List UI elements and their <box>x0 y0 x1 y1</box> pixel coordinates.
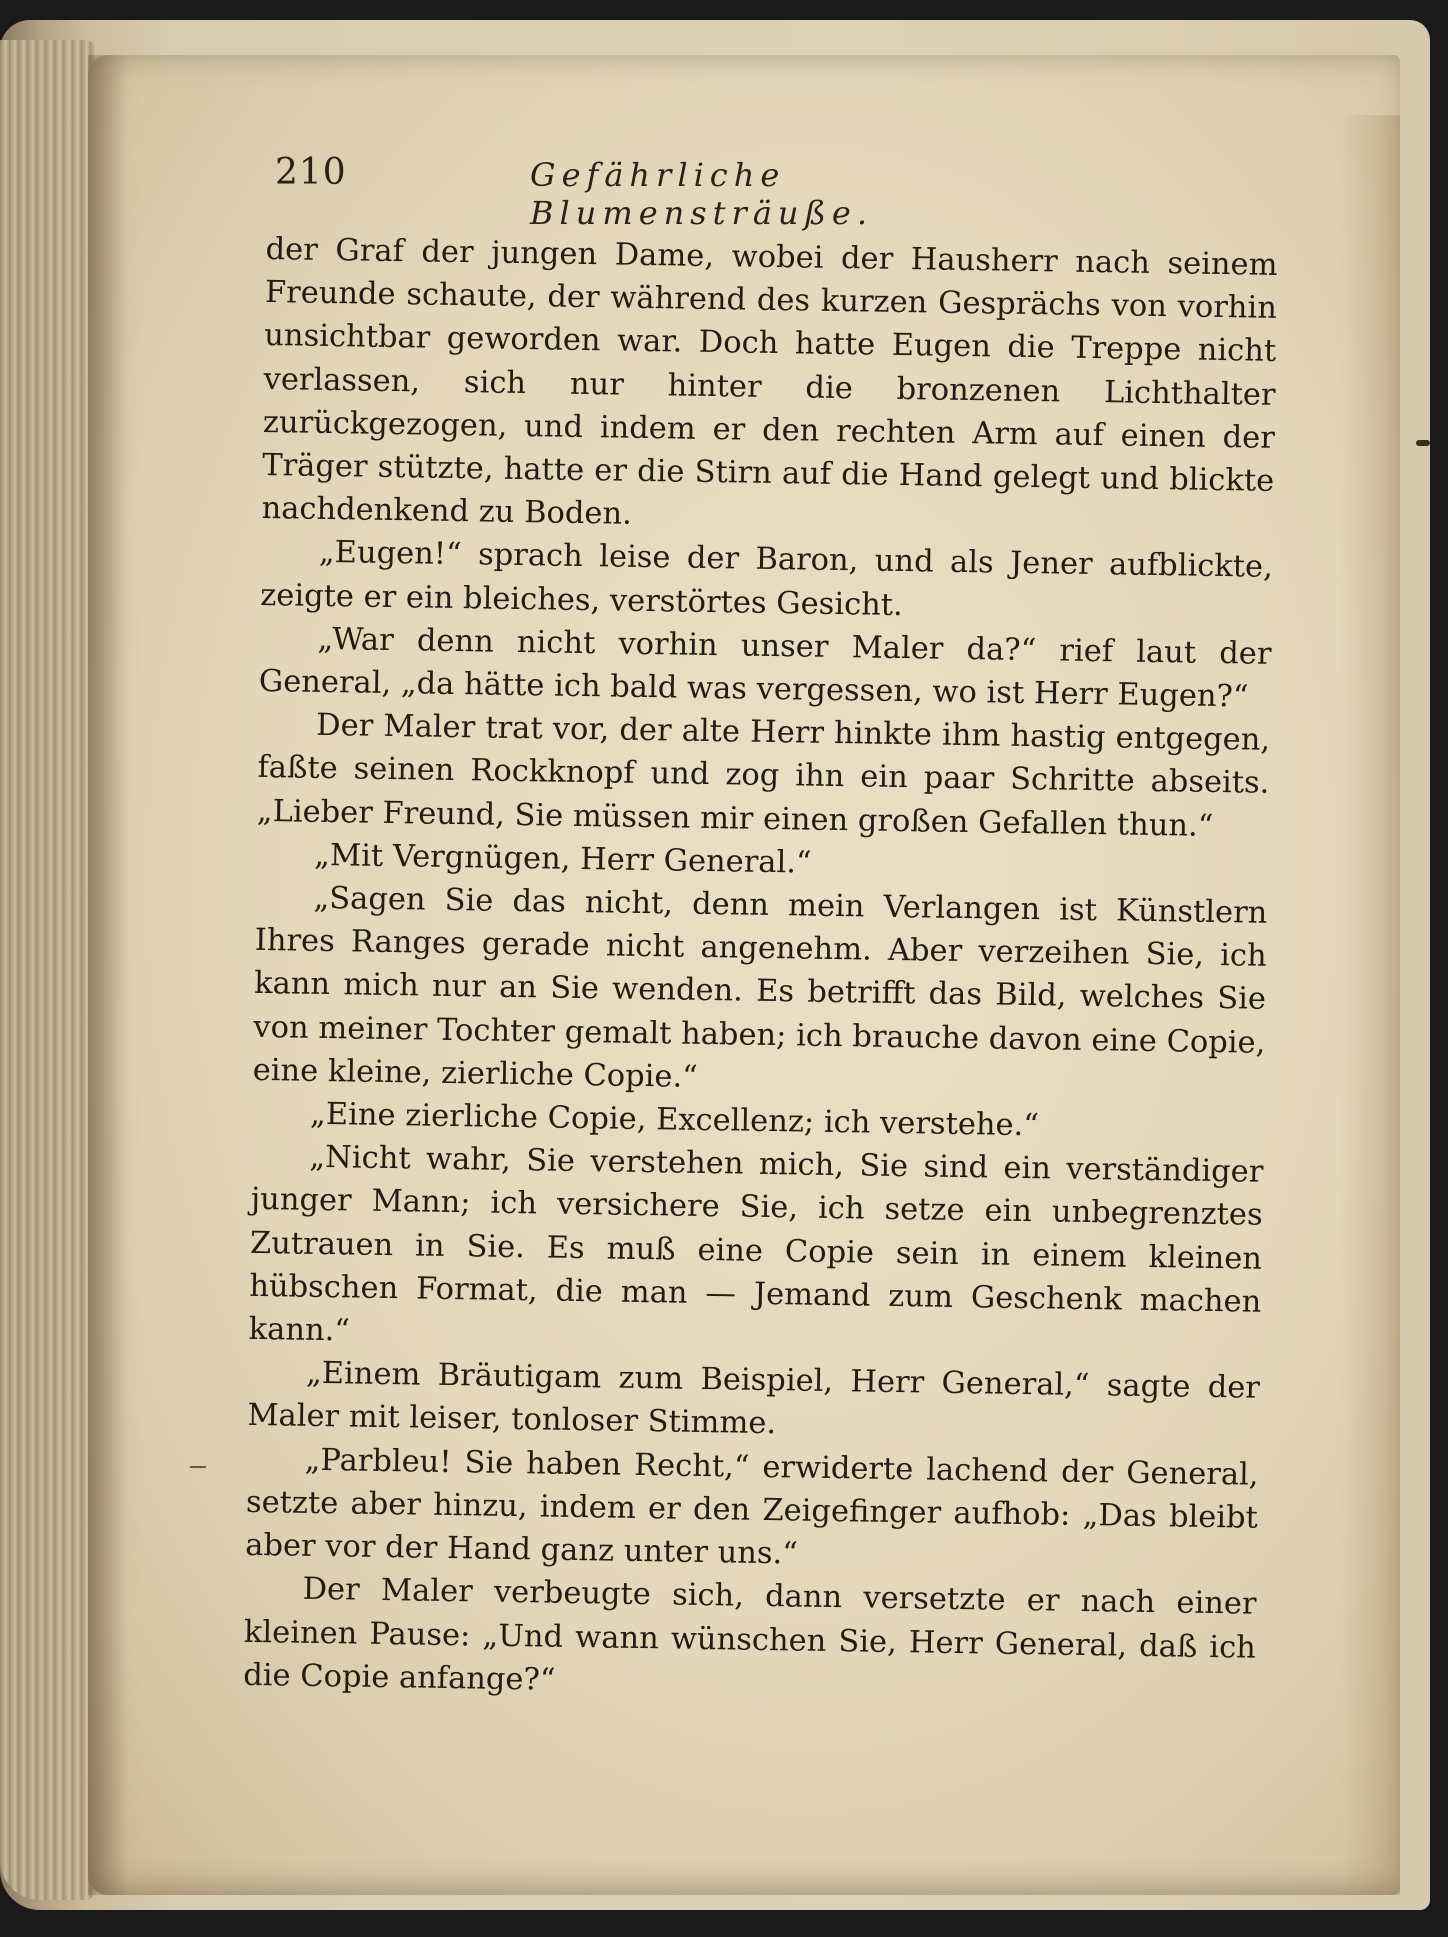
page-stain <box>1340 115 1400 1895</box>
paragraph: „Nicht wahr, Sie verstehen mich, Sie sind ein verständiger junger Mann; ich versichere Sie, ich setze ein unbegrenztes Zutrauen in Sie. Es muß eine Copie sein in einem kleinen hübschen Format, die man — Jemand zum Geschenk machen kann.“ <box>248 1140 1264 1349</box>
margin-mark <box>190 1466 206 1468</box>
paragraph: „War denn nicht vorhin unser Maler da?“ rief laut der General, „da hätte ich bald was vergessen, wo ist Herr Eugen?“ <box>258 621 1272 715</box>
paragraph: „Eine zierliche Copie, Excellenz; ich verstehe.“ <box>309 1096 1040 1144</box>
margin-mark <box>1416 440 1430 446</box>
body-text <box>243 228 1278 1713</box>
running-title: Gefährliche Blumensträuße. <box>530 156 873 232</box>
paragraph: „Eugen!“ sprach leise der Baron, und als Jener aufblickte, zeigte er ein bleiches, verstörtes Gesicht. <box>259 535 1274 623</box>
page-header <box>275 152 1055 232</box>
page-number: 210 <box>275 152 347 193</box>
paragraph: Der Maler trat vor, der alte Herr hinkte ihm hastig entgegen, faßte seinen Rockknopf und zog ihn ein paar Schritte abseits. „Lieber Freund, Sie müssen mir einen großen Gefallen thun.“ <box>256 708 1271 844</box>
paragraph: „Parbleu! Sie haben Recht,“ erwiderte lachend der General, setzte aber hinzu, indem er den Zeigefinger aufhob: „Das bleibt aber vor der Hand ganz unter uns.“ <box>245 1442 1259 1572</box>
paragraph: Der Maler verbeugte sich, dann versetzte er nach einer kleinen Pause: „Und wann wünschen Sie, Herr General, daß ich die Copie anfange?“ <box>242 1572 1257 1698</box>
paragraph: „Mit Vergnügen, Herr General.“ <box>313 837 812 881</box>
paragraph: der Graf der jungen Dame, wobei der Hausherr nach seinem Freunde schaute, der während des kurzen Gesprächs von vorhin unsichtbar geworden war. Doch hatte Eugen die Treppe nicht verlassen, sich nur hinter die bronzenen Lichthalter zurückgezogen, und indem er den rechten Arm auf einen der Träger stützte, hatte er die Stirn auf die Hand gelegt und blickte nachdenkend zu Boden. <box>261 231 1278 532</box>
paragraph: „Einem Bräutigam zum Beispiel, Herr General,“ sagte der Maler mit leiser, tonloser Stimme. <box>247 1356 1261 1442</box>
spine-shadow <box>88 55 128 1895</box>
paragraph: „Sagen Sie das nicht, denn mein Verlangen ist Künstlern Ihres Ranges gerade nicht angenehm. Aber verzeihen Sie, ich kann mich nur an Sie wenden. Es betrifft das Bild, welches Sie von meiner Tochter gemalt haben; ich brauche davon eine Copie, eine kleine, zierliche Copie.“ <box>252 880 1268 1095</box>
page-edges <box>0 40 95 1900</box>
